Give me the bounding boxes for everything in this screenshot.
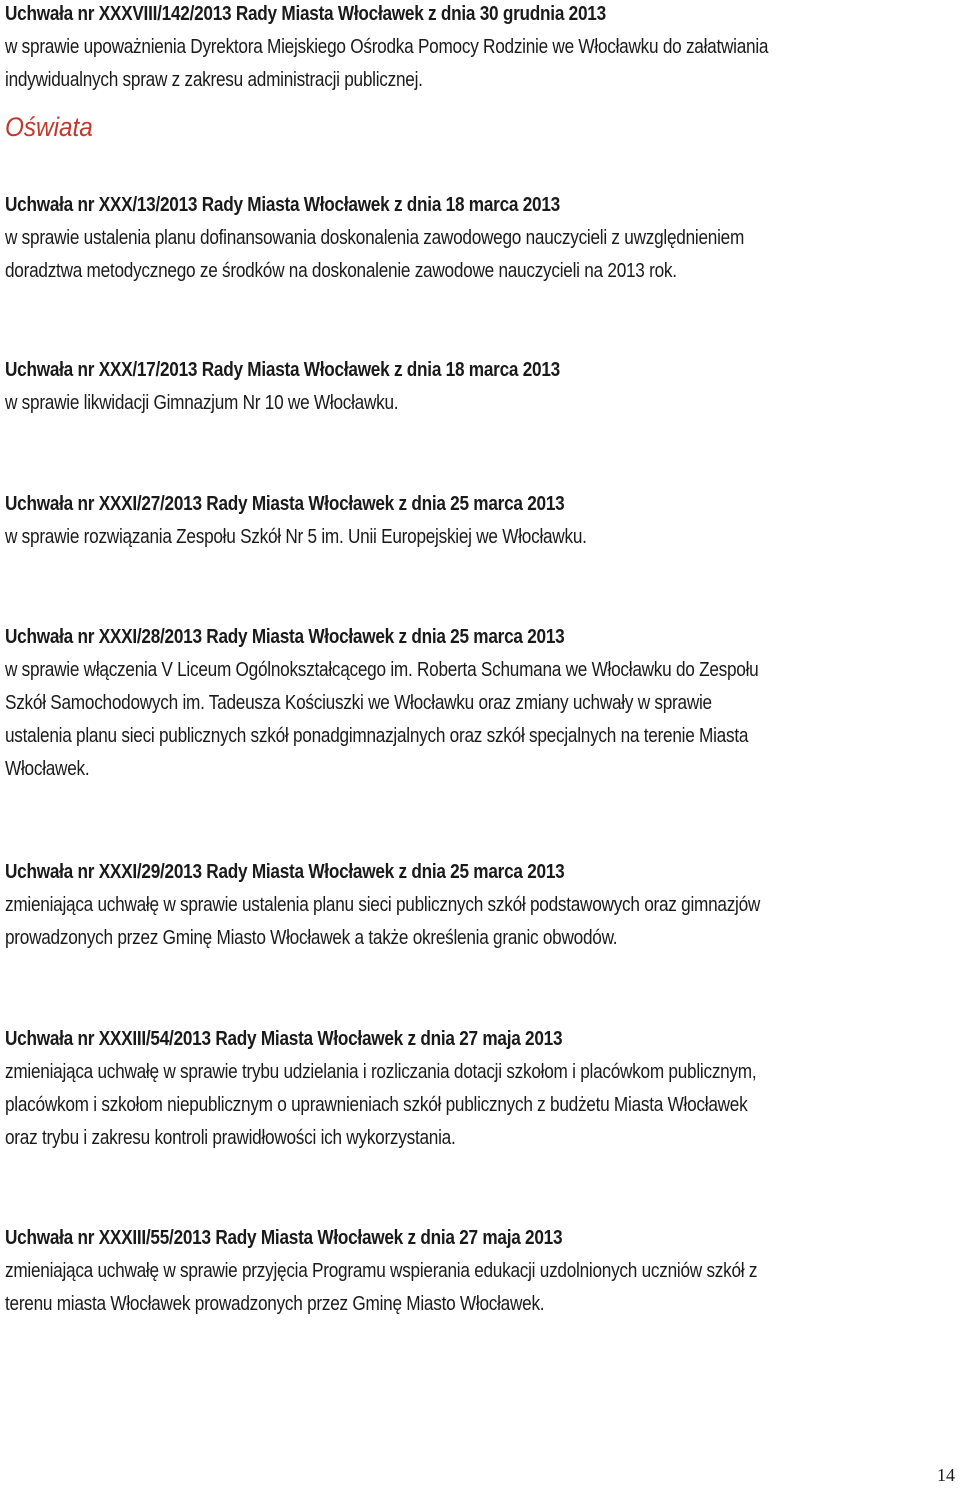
resolution-text-line: zmieniająca uchwałę w sprawie trybu udzielania i rozliczania dotacji szkołom i placówkom publicznym, — [5, 1061, 757, 1083]
resolution-text-line: w sprawie ustalenia planu dofinansowania doskonalenia zawodowego nauczycieli z uwzględnieniem — [5, 227, 745, 249]
resolution-entry — [5, 189, 955, 288]
document-page — [5, 0, 955, 1490]
resolution-entry — [5, 1222, 955, 1321]
resolution-entry — [5, 1023, 955, 1155]
resolution-title: Uchwała nr XXXIII/54/2013 Rady Miasta Włocławek z dnia 27 maja 2013 — [5, 1028, 563, 1050]
resolution-text-line: ustalenia planu sieci publicznych szkół ponadgimnazjalnych oraz szkół specjalnych na terenie Miasta — [5, 725, 749, 747]
resolution-title: Uchwała nr XXXI/27/2013 Rady Miasta Włocławek z dnia 25 marca 2013 — [5, 493, 565, 515]
resolution-entry — [5, 621, 955, 786]
resolution-title: Uchwała nr XXXI/28/2013 Rady Miasta Włocławek z dnia 25 marca 2013 — [5, 626, 565, 648]
resolution-title: Uchwała nr XXXVIII/142/2013 Rady Miasta Włocławek z dnia 30 grudnia 2013 — [5, 3, 606, 25]
resolution-text-line: prowadzonych przez Gminę Miasto Włocławek a także określenia granic obwodów. — [5, 927, 618, 949]
resolution-text-line: w sprawie rozwiązania Zespołu Szkół Nr 5 im. Unii Europejskiej we Włocławku. — [5, 526, 587, 548]
resolution-text-line: doradztwa metodycznego ze środków na doskonalenie zawodowe nauczycieli na 2013 rok. — [5, 260, 677, 282]
resolution-title: Uchwała nr XXXI/29/2013 Rady Miasta Włocławek z dnia 25 marca 2013 — [5, 861, 565, 883]
resolution-entry — [5, 354, 955, 420]
resolution-text-line: terenu miasta Włocławek prowadzonych przez Gminę Miasto Włocławek. — [5, 1293, 545, 1315]
resolution-title: Uchwała nr XXX/13/2013 Rady Miasta Włocławek z dnia 18 marca 2013 — [5, 194, 560, 216]
resolution-text-line: w sprawie upoważnienia Dyrektora Miejskiego Ośrodka Pomocy Rodzinie we Włocławku do załatwiania — [5, 36, 769, 58]
resolution-entry — [5, 856, 955, 955]
resolution-text-line: zmieniająca uchwałę w sprawie przyjęcia Programu wspierania edukacji uzdolnionych uczniów szkół z — [5, 1260, 758, 1282]
resolution-text-line: indywidualnych spraw z zakresu administracji publicznej. — [5, 69, 423, 91]
section-heading: Oświata — [5, 112, 93, 142]
resolution-text-line: zmieniająca uchwałę w sprawie ustalenia planu sieci publicznych szkół podstawowych oraz gimnazjów — [5, 894, 761, 916]
resolution-text-line: oraz trybu i zakresu kontroli prawidłowości ich wykorzystania. — [5, 1127, 456, 1149]
resolution-entry — [5, 488, 955, 554]
resolution-text-line: w sprawie likwidacji Gimnazjum Nr 10 we Włocławku. — [5, 392, 399, 414]
resolution-text-line: Włocławek. — [5, 758, 90, 780]
resolution-intro — [5, 0, 955, 97]
resolution-text-line: placówkom i szkołom niepublicznym o uprawnieniach szkół publicznych z budżetu Miasta Włocławek — [5, 1094, 748, 1116]
resolution-text-line: Szkół Samochodowych im. Tadeusza Kościuszki we Włocławku oraz zmiany uchwały w sprawie — [5, 692, 712, 714]
resolution-title: Uchwała nr XXXIII/55/2013 Rady Miasta Włocławek z dnia 27 maja 2013 — [5, 1227, 563, 1249]
resolution-text-line: w sprawie włączenia V Liceum Ogólnokształcącego im. Roberta Schumana we Włocławku do Zespołu — [5, 659, 759, 681]
resolution-title: Uchwała nr XXX/17/2013 Rady Miasta Włocławek z dnia 18 marca 2013 — [5, 359, 560, 381]
page-number: 14 — [937, 1465, 955, 1485]
